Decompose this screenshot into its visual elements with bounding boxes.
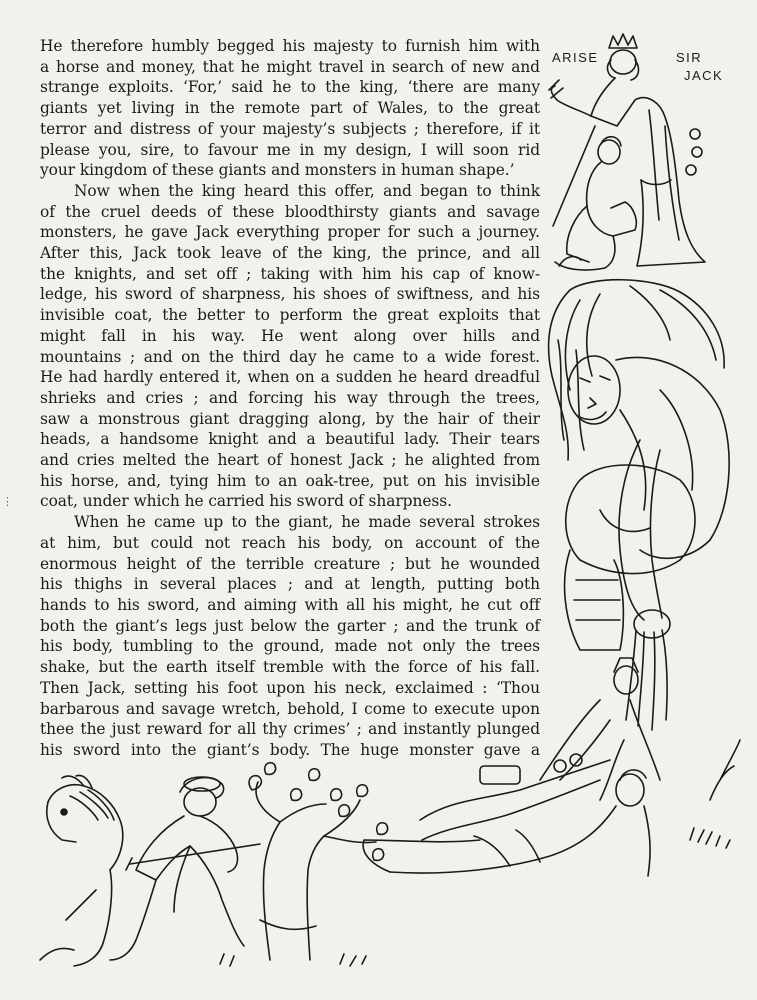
text-line: both the giant’s legs just below the garter ; and the trunk of (40, 616, 540, 635)
text-line: shake, but the earth itself tremble with the force of his fall. (40, 658, 540, 677)
text-line: mountains ; and on the third day he came to a wide forest. (40, 347, 540, 366)
text-line: ledge, his sword of sharpness, his shoes of swiftness, and his (40, 285, 540, 304)
king-knighting-jack-illustration (545, 30, 745, 280)
crown-icon (609, 34, 637, 48)
text-line: terror and distress of your majesty’s subjects ; therefore, if it (40, 119, 540, 138)
margin-mark: ⋮ (2, 495, 13, 508)
text-line: at him, but could not reach his body, on account of the (40, 533, 540, 552)
text-line: please you, sire, to favour me in my design, I will soon rid (40, 140, 540, 159)
text-line: his thighs in several places ; and at length, putting both (40, 575, 540, 594)
text-line: Now when the king heard this offer, and began to think (74, 181, 540, 200)
text-line: giants yet living in the remote part of Wales, to the great (40, 99, 540, 118)
caption-arise: ARISE (552, 50, 599, 65)
text-line: invisible coat, the better to perform the great exploits that (40, 306, 540, 325)
text-line: When he came up to the giant, he made several strokes (74, 513, 540, 532)
caption-sir: SIR (676, 50, 703, 65)
text-line: thee the just reward for all thy crimes’ ; and instantly plunged (40, 720, 540, 739)
story-text (40, 36, 540, 761)
paragraph-1 (40, 36, 540, 181)
text-line: saw a monstrous giant dragging along, by the hair of their (40, 409, 540, 428)
text-line: your kingdom of these giants and monsters in human shape.’ (40, 161, 515, 180)
text-line: strange exploits. ‘For,’ said he to the king, ‘there are many (40, 78, 540, 97)
text-line: might fall in his way. He went along over hills and (40, 326, 540, 345)
text-line: his horse, and, tying him to an oak-tree, put on his invisible (40, 471, 540, 490)
text-line: He therefore humbly begged his majesty to furnish him with (40, 37, 540, 55)
paragraph-3 (40, 512, 540, 760)
text-line: Then Jack, setting his foot upon his neck, exclaimed : ‘Thou (40, 678, 540, 697)
text-line: heads, a handsome knight and a beautiful lady. Their tears (40, 430, 540, 449)
text-line: coat, under which he carried his sword of sharpness. (40, 492, 452, 511)
jack-and-horse-illustration (40, 760, 400, 970)
text-line: and cries melted the heart of honest Jack ; he alighted from (40, 451, 540, 470)
text-line: shrieks and cries ; and forcing his way through the trees, (40, 388, 540, 407)
text-line: barbarous and savage wretch, behold, I come to execute upon (40, 699, 540, 718)
text-line: monsters, he gave Jack everything proper for such a journey. (40, 223, 540, 242)
caption-jack: JACK (684, 68, 724, 83)
text-line: the knights, and set off ; taking with him his cap of know- (40, 264, 540, 283)
text-line: of the cruel deeds of these bloodthirsty giants and savage (40, 202, 540, 221)
text-line: his body, tumbling to the ground, made not only the trees (40, 637, 540, 656)
text-line: He had hardly entered it, when on a sudden he heard dreadful (40, 368, 540, 387)
giant-illustration (540, 280, 750, 880)
text-line: a horse and money, that he might travel in search of new and (40, 57, 540, 76)
text-line: enormous height of the terrible creature ; but he wounded (40, 554, 540, 573)
text-line: his sword into the giant’s body. The huge monster gave a (40, 740, 540, 759)
text-line: hands to his sword, and aiming with all his might, he cut off (40, 595, 540, 614)
text-line: After this, Jack took leave of the king, the prince, and all (40, 244, 540, 263)
paragraph-2 (40, 181, 540, 512)
